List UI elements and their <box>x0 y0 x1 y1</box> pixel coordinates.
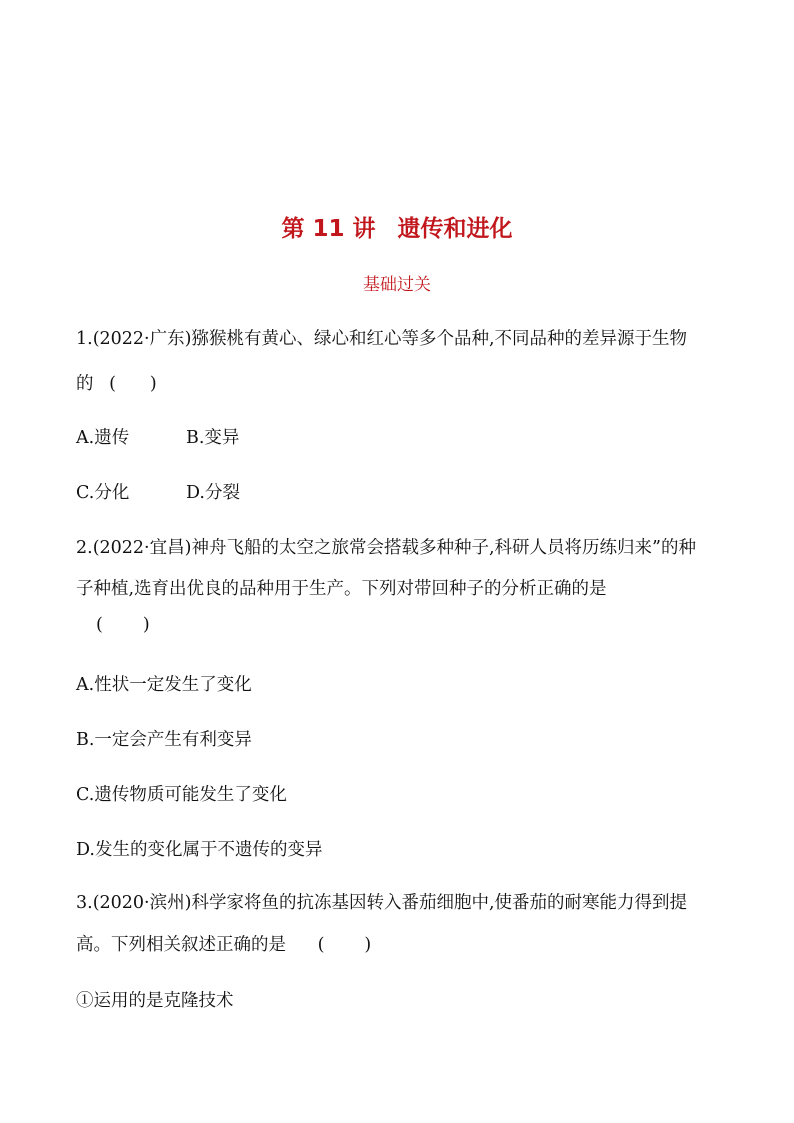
question-2-option-a: A.性状一定发生了变化 <box>76 675 252 695</box>
section-subtitle: 基础过关 <box>363 275 431 295</box>
question-3-line-2 <box>76 931 371 956</box>
page-title <box>0 210 794 243</box>
question-3-statement-1: ①运用的是克隆技术 <box>76 991 234 1011</box>
question-1-option-d: D.分裂 <box>186 483 240 503</box>
title-lecture-number: 第 11 讲 <box>281 216 376 242</box>
question-1-option-a: A.遗传 <box>76 428 130 448</box>
title-topic: 遗传和进化 <box>397 216 513 242</box>
answer-blank: ( ) <box>109 374 157 394</box>
question-1-line-1: 1.(2022·广东)猕猴桃有黄心、绿心和红心等多个品种,不同品种的差异源于生物 <box>76 329 688 349</box>
question-3-line-1: 3.(2020·滨州)科学家将鱼的抗冻基因转入番茄细胞中,使番茄的耐寒能力得到提 <box>76 893 688 913</box>
question-1-options-row-2 <box>76 479 240 504</box>
question-1-line-2 <box>76 370 157 395</box>
question-2-line-2: 子种植,选育出优良的品种用于生产。下列对带回种子的分析正确的是 <box>76 579 607 599</box>
question-1-options-row-1 <box>76 424 239 449</box>
question-2-option-b: B.一定会产生有利变异 <box>76 730 252 750</box>
question-1-option-b: B.变异 <box>186 428 240 448</box>
question-1-line-2-text: 的 <box>76 374 94 394</box>
answer-blank: ( ) <box>96 615 150 635</box>
question-1-option-c: C.分化 <box>76 483 130 503</box>
question-2-option-c: C.遗传物质可能发生了变化 <box>76 785 287 805</box>
question-2-option-d: D.发生的变化属于不遗传的变异 <box>76 840 323 860</box>
answer-blank: ( ) <box>317 935 372 955</box>
question-2-line-1: 2.(2022·宜昌)神舟飞船的太空之旅常会搭载多种种子,科研人员将历练归来”的种 <box>76 538 696 558</box>
question-3-line-2-text: 高。下列相关叙述正确的是 <box>76 935 286 955</box>
